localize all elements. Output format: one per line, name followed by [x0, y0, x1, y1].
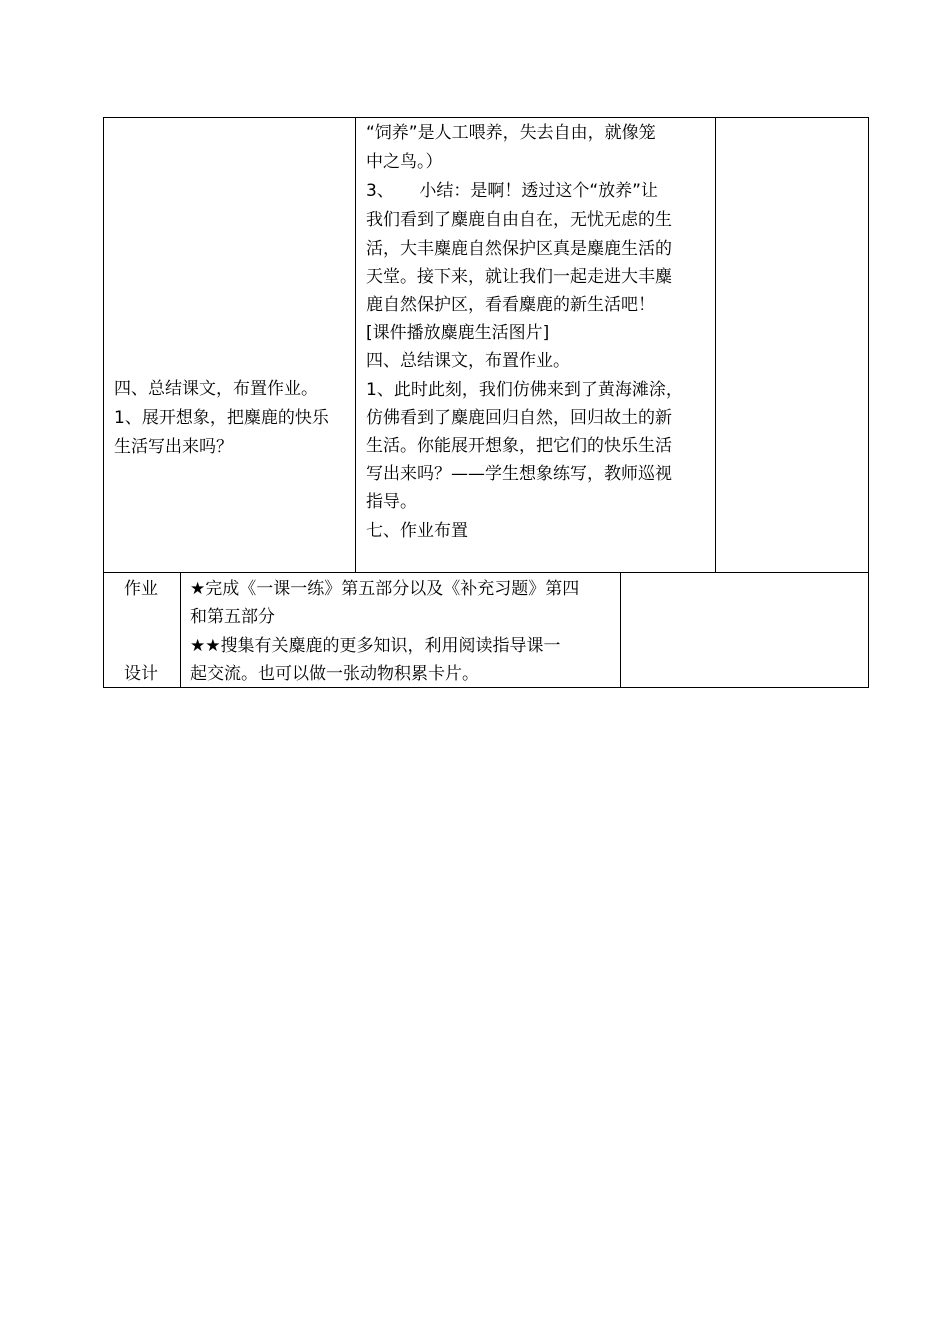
middle-cell-line-9: 四、总结课文，布置作业。 — [366, 351, 570, 371]
homework-line-3: ★★搜集有关麋鹿的更多知识，利用阅读指导课一 — [190, 636, 561, 656]
left-cell-line-3: 生活写出来吗？ — [114, 437, 233, 457]
middle-cell-line-6: 天堂。接下来，就让我们一起走进大丰麋 — [366, 267, 672, 287]
upper-divider-2 — [715, 117, 716, 573]
middle-cell-line-11: 仿佛看到了麋鹿回归自然，回归故土的新 — [366, 408, 672, 428]
homework-line-1: ★完成《一课一练》第五部分以及《补充习题》第四 — [190, 579, 580, 599]
middle-cell-line-2: 中之鸟。） — [366, 152, 443, 172]
lower-divider-2 — [620, 572, 621, 688]
homework-label-bottom: 设计 — [124, 664, 158, 684]
left-cell-line-2: 1、展开想象，把麋鹿的快乐 — [114, 408, 329, 428]
middle-cell-line-7: 鹿自然保护区，看看麋鹿的新生活吧！ — [366, 295, 655, 315]
table-left-border — [103, 117, 104, 688]
lower-divider-1 — [180, 572, 181, 688]
middle-cell-line-14: 指导。 — [366, 492, 417, 512]
table-right-border — [868, 117, 869, 688]
middle-cell-line-5: 活，大丰麋鹿自然保护区真是麋鹿生活的 — [366, 239, 672, 259]
upper-divider-1 — [355, 117, 356, 573]
homework-line-2: 和第五部分 — [190, 607, 275, 627]
middle-cell-line-3: 3、 小结：是啊！透过这个“放养”让 — [366, 181, 658, 201]
middle-cell-line-15: 七、作业布置 — [366, 521, 468, 541]
middle-cell-line-12: 生活。你能展开想象，把它们的快乐生活 — [366, 436, 672, 456]
middle-cell-line-1: “饲养”是人工喂养，失去自由，就像笼 — [366, 123, 656, 143]
middle-cell-line-13: 写出来吗？——学生想象练写，教师巡视 — [366, 464, 672, 484]
middle-cell-line-10: 1、此时此刻，我们仿佛来到了黄海滩涂， — [366, 380, 683, 400]
table-top-border — [103, 117, 869, 118]
middle-cell-line-4: 我们看到了麋鹿自由自在，无忧无虑的生 — [366, 210, 672, 230]
homework-line-4: 起交流。也可以做一张动物积累卡片。 — [190, 664, 479, 684]
middle-cell-line-8: [课件播放麋鹿生活图片] — [366, 323, 550, 343]
row-separator — [103, 572, 869, 573]
left-cell-line-1: 四、总结课文，布置作业。 — [114, 379, 318, 399]
homework-label-top: 作业 — [124, 579, 158, 599]
